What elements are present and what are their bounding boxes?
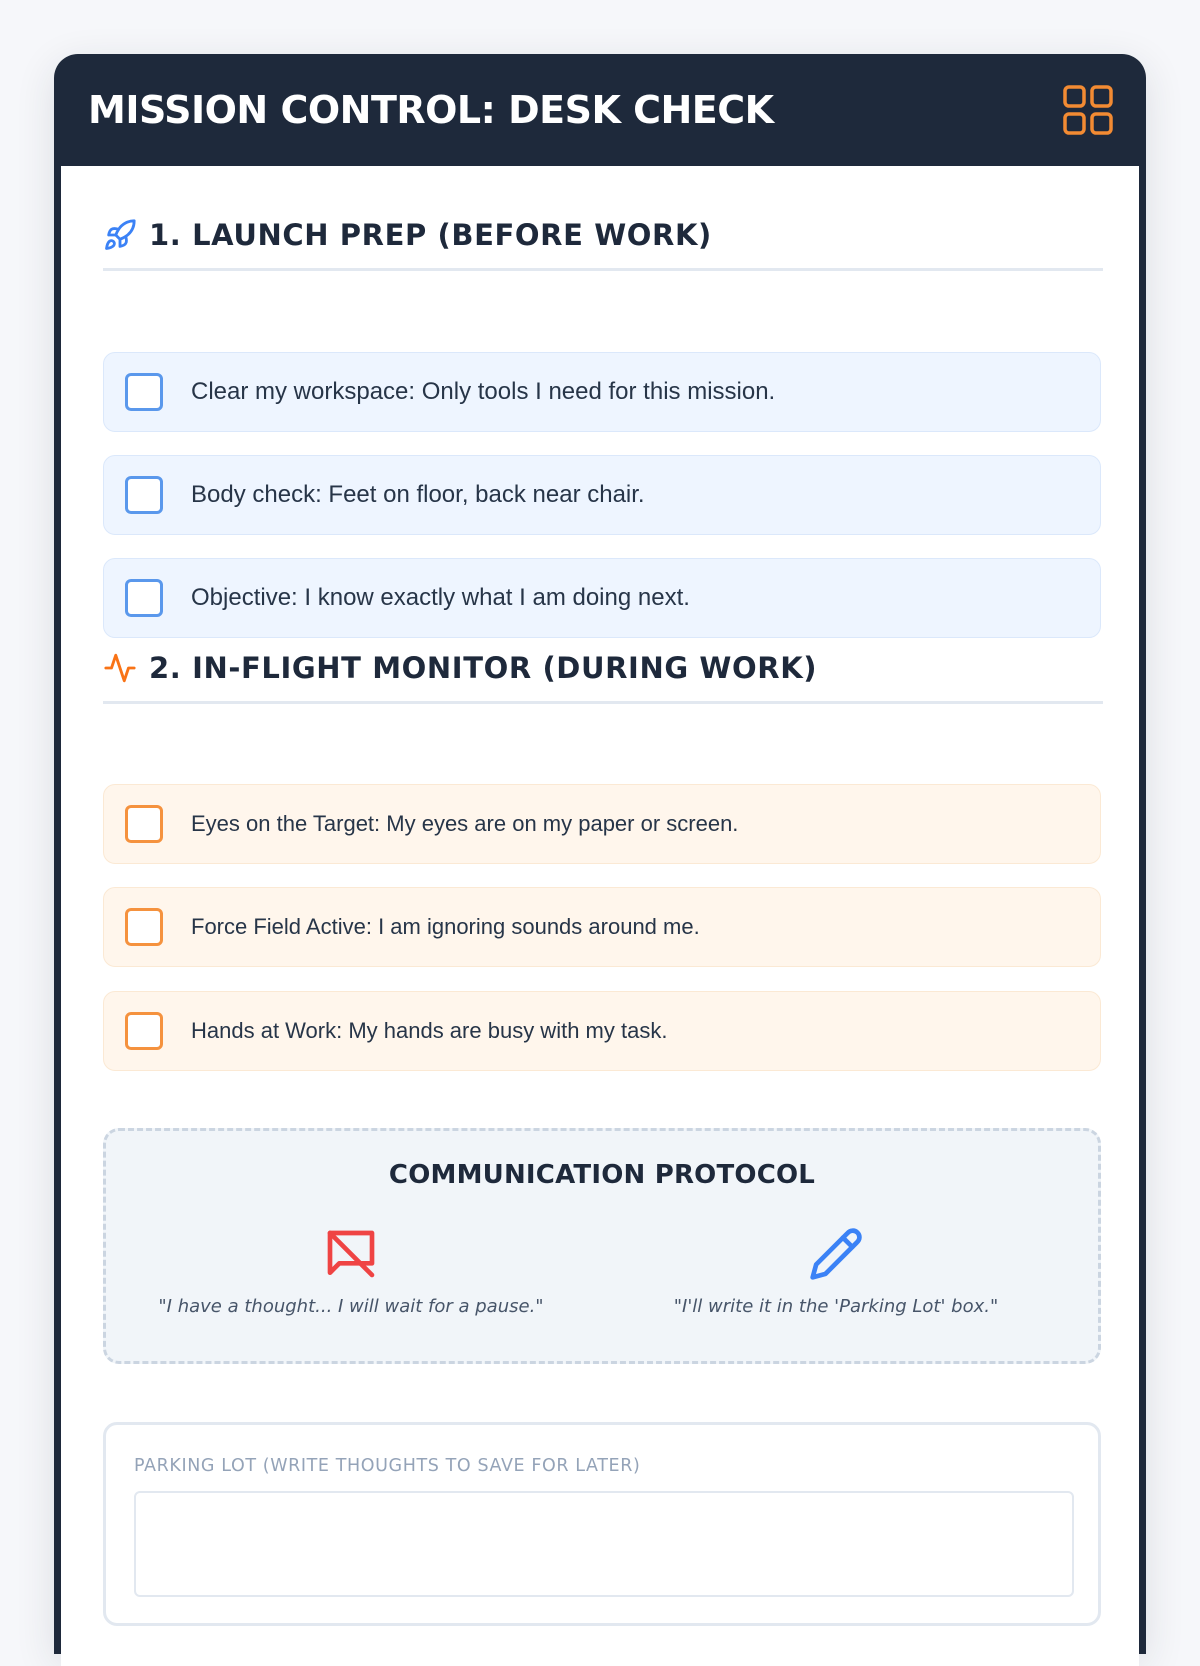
checkbox[interactable] (125, 805, 163, 843)
checklist-item[interactable] (103, 455, 1101, 535)
checklist-item-label: Body check: Feet on floor, back near chair. (191, 481, 645, 508)
message-off-icon (323, 1226, 379, 1282)
protocol-write (601, 1226, 1071, 1336)
parking-lot-panel (103, 1422, 1101, 1626)
protocol-text: "I have a thought... I will wait for a pause." (158, 1296, 544, 1317)
checkbox[interactable] (125, 1012, 163, 1050)
parking-lot-input[interactable] (134, 1491, 1074, 1597)
checklist-item-label: Clear my workspace: Only tools I need for this mission. (191, 378, 776, 405)
checklist-item-label: Eyes on the Target: My eyes are on my paper or screen. (191, 811, 739, 836)
checklist-item[interactable] (103, 784, 1101, 864)
checkbox[interactable] (125, 476, 163, 514)
grid-icon[interactable] (1062, 84, 1114, 136)
rocket-icon (103, 218, 137, 252)
card-header (54, 54, 1146, 166)
checklist-item-label: Objective: I know exactly what I am doing next. (191, 584, 690, 611)
page-title: MISSION CONTROL: DESK CHECK (88, 88, 774, 132)
checkbox[interactable] (125, 579, 163, 617)
communication-protocol-title: COMMUNICATION PROTOCOL (388, 1160, 816, 1190)
mission-control-card (54, 54, 1146, 1654)
protocol-text: "I'll write it in the 'Parking Lot' box." (673, 1296, 999, 1317)
protocol-wait (116, 1226, 586, 1336)
section-header-in-flight-monitor (103, 641, 1103, 704)
section-header-launch-prep (103, 208, 1103, 271)
checkbox[interactable] (125, 908, 163, 946)
section-title: 1. LAUNCH PREP (BEFORE WORK) (149, 218, 712, 252)
checklist-item[interactable] (103, 887, 1101, 967)
checklist-item-label: Hands at Work: My hands are busy with my task. (191, 1018, 668, 1043)
parking-lot-label: PARKING LOT (WRITE THOUGHTS TO SAVE FOR LATER) (134, 1456, 641, 1476)
checklist-item-label: Force Field Active: I am ignoring sounds around me. (191, 914, 700, 939)
communication-protocol-panel (103, 1128, 1101, 1364)
activity-icon (103, 651, 137, 685)
card-body (61, 166, 1139, 1666)
pencil-icon (808, 1226, 864, 1282)
checklist-item[interactable] (103, 991, 1101, 1071)
checklist-item[interactable] (103, 352, 1101, 432)
checkbox[interactable] (125, 373, 163, 411)
section-title: 2. IN-FLIGHT MONITOR (DURING WORK) (149, 651, 818, 685)
checklist-item[interactable] (103, 558, 1101, 638)
